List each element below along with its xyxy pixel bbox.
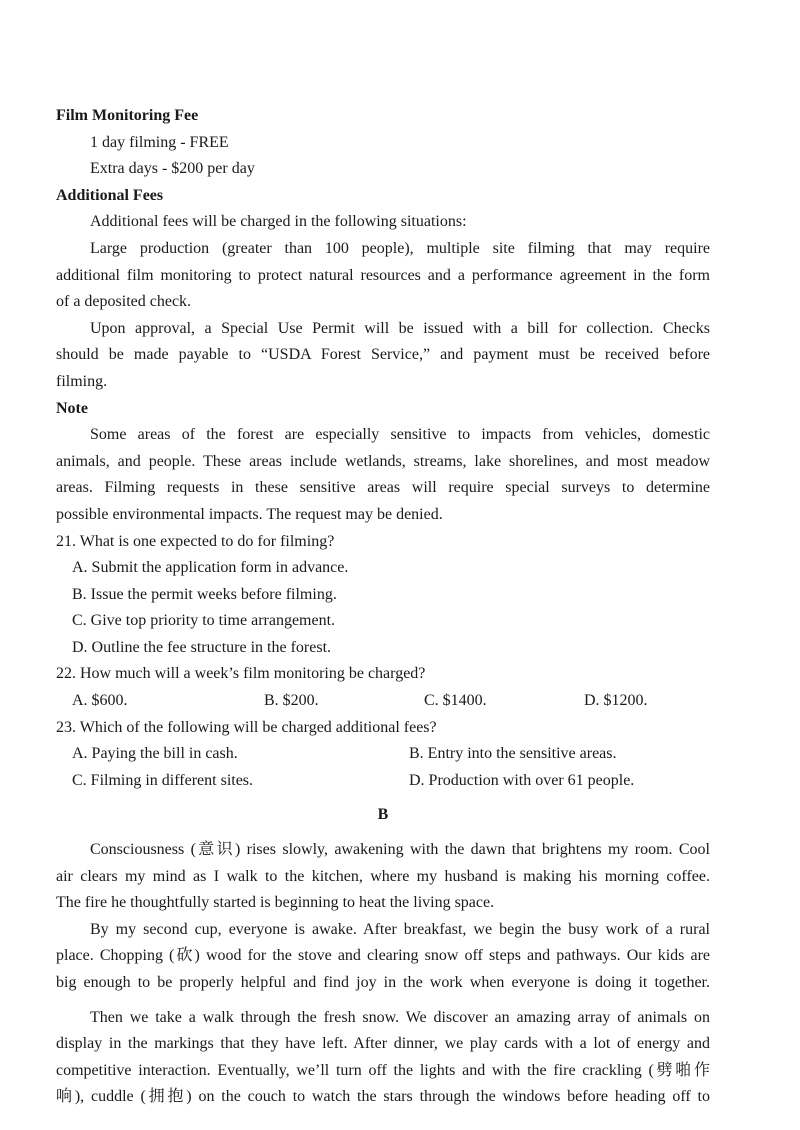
options-row bbox=[56, 741, 710, 768]
options-row bbox=[56, 768, 710, 795]
question-text: 23. Which of the following will be charged additional fees? bbox=[56, 718, 437, 736]
paragraph-line: areas. Filming requests in these sensitive areas will require special surveys to determine bbox=[56, 479, 710, 497]
paragraph-line: The fire he thoughtfully started is beginning to heat the living space. bbox=[56, 894, 495, 912]
question-21 bbox=[56, 529, 710, 662]
paragraph-line: 响), cuddle (拥抱) on the couch to watch the stars through the windows before heading off to bbox=[56, 1088, 710, 1106]
option-c: C. Filming in different sites. bbox=[72, 771, 254, 789]
section-b-label: B bbox=[377, 806, 389, 824]
options-row bbox=[56, 688, 710, 715]
paragraph-line: of a deposited check. bbox=[56, 293, 192, 311]
paragraph-line: Some areas of the forest are especially sensitive to impacts from vehicles, domestic bbox=[90, 426, 710, 444]
paragraph-line: Consciousness (意识) rises slowly, awakening with the dawn that brightens my room. Cool bbox=[90, 841, 710, 859]
additional-fees-heading: Additional Fees bbox=[56, 186, 164, 204]
note-paragraph bbox=[56, 422, 710, 528]
question-text: 22. How much will a week’s film monitoring be charged? bbox=[56, 665, 426, 683]
paragraph-line: additional film monitoring to protect natural resources and a performance agreement in the form bbox=[56, 266, 710, 284]
option-d: D. Production with over 61 people. bbox=[409, 771, 635, 789]
additional-fees-paragraph-1 bbox=[56, 236, 710, 316]
option-b: B. $200. bbox=[264, 692, 319, 710]
section-b-paragraph-1 bbox=[56, 837, 710, 917]
option-b: B. Issue the permit weeks before filming. bbox=[72, 585, 337, 603]
paragraph-line: big enough to be properly helpful and find joy in the work when everyone is doing it together. bbox=[56, 974, 710, 991]
note-heading: Note bbox=[56, 399, 88, 417]
paragraph-line: filming. bbox=[56, 372, 108, 390]
paragraph-line: place. Chopping (砍) wood for the stove and clearing snow off steps and pathways. Our kids are bbox=[56, 947, 710, 965]
question-22 bbox=[56, 661, 710, 714]
section-gap bbox=[56, 794, 710, 802]
paragraph-line: By my second cup, everyone is awake. After breakfast, we begin the busy work of a rural bbox=[90, 920, 710, 938]
paragraph-line: Then we take a walk through the fresh snow. We discover an amazing array of animals on bbox=[90, 1008, 710, 1026]
question-23 bbox=[56, 715, 710, 795]
paragraph-line: should be made payable to “USDA Forest Service,” and payment must be received before bbox=[56, 346, 710, 364]
paragraph-line: competitive interaction. Eventually, we’ll turn off the lights and with the fire crackling (劈啪作 bbox=[56, 1061, 710, 1079]
section-b-paragraph-3 bbox=[56, 1005, 710, 1111]
paragraph-line: animals, and people. These areas include wetlands, streams, lake shorelines, and most meadow bbox=[56, 452, 710, 470]
section-b-paragraph-2 bbox=[56, 917, 710, 997]
section-gap bbox=[56, 829, 710, 837]
option-d: D. $1200. bbox=[584, 692, 648, 710]
option-a: A. $600. bbox=[72, 692, 128, 710]
paragraph-line: Upon approval, a Special Use Permit will be issued with a bill for collection. Checks bbox=[90, 319, 710, 337]
paragraph-line: air clears my mind as I walk to the kitchen, where my husband is making his morning coffee. bbox=[56, 867, 710, 885]
additional-fees-paragraph-2 bbox=[56, 316, 710, 396]
film-fee-line-2: Extra days - $200 per day bbox=[90, 160, 255, 178]
option-c: C. $1400. bbox=[424, 692, 487, 710]
section-gap bbox=[56, 997, 710, 1005]
option-d: D. Outline the fee structure in the forest. bbox=[72, 638, 332, 656]
question-text: 21. What is one expected to do for filming? bbox=[56, 532, 335, 550]
option-a: A. Submit the application form in advance. bbox=[72, 559, 349, 577]
option-b: B. Entry into the sensitive areas. bbox=[409, 745, 617, 763]
option-c: C. Give top priority to time arrangement. bbox=[72, 612, 336, 630]
page-content bbox=[56, 103, 710, 1111]
film-monitoring-heading: Film Monitoring Fee bbox=[56, 107, 199, 124]
paragraph-line: Large production (greater than 100 people), multiple site filming that may require bbox=[90, 239, 710, 257]
film-fee-line-1: 1 day filming - FREE bbox=[90, 133, 229, 151]
paragraph-line: display in the markings that they have left. After dinner, we play cards with a lot of energy and bbox=[56, 1035, 710, 1053]
option-a: A. Paying the bill in cash. bbox=[72, 745, 238, 763]
paragraph-line: possible environmental impacts. The request may be denied. bbox=[56, 505, 443, 523]
additional-fees-intro: Additional fees will be charged in the following situations: bbox=[90, 213, 467, 231]
